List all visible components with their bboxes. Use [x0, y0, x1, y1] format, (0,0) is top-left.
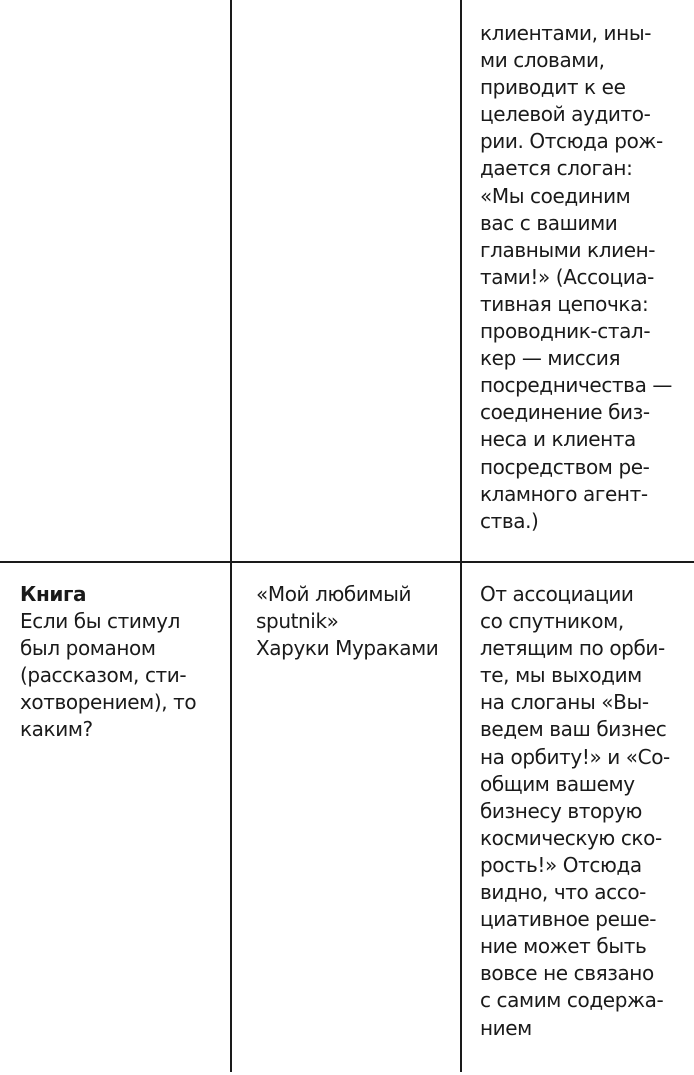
stimulus-cell	[0, 0, 231, 562]
association-cell	[231, 0, 461, 562]
text-line: каким?	[20, 717, 93, 742]
text-line: космическую ско-	[480, 825, 662, 850]
text-line: Если бы стимул	[20, 609, 181, 634]
text-line: те, мы выходим	[480, 663, 642, 688]
text-line: тами!» (Ассоциа-	[480, 264, 655, 289]
text-line: (рассказом, сти-	[20, 663, 187, 688]
cell-text	[462, 563, 694, 1042]
text-line: целевой аудито-	[480, 102, 651, 127]
text-line: хотворением), то	[20, 690, 197, 715]
text-line: циативное реше-	[480, 907, 657, 932]
table-row	[0, 562, 694, 1072]
text-line: sputnik»	[256, 609, 339, 634]
text-line: тивная цепочка:	[480, 291, 649, 316]
text-line: был романом	[20, 636, 156, 661]
text-line: «Мы соединим	[480, 183, 631, 208]
text-line: приводит к ее	[480, 75, 626, 100]
text-line: проводник-стал-	[480, 319, 651, 344]
cell-text	[0, 563, 230, 744]
text-line: нием	[480, 1015, 532, 1040]
text-line: клиентами, ины-	[480, 21, 652, 45]
text-line: летящим по орби-	[480, 636, 665, 661]
text-line: ние может быть	[480, 934, 647, 959]
explanation-cell	[461, 0, 694, 562]
text-line: вас с вашими	[480, 210, 618, 235]
text-line: От ассоциации	[480, 582, 634, 606]
text-line: со спутником,	[480, 609, 624, 634]
text-line: вовсе не связано	[480, 961, 654, 986]
text-line: с самим содержа-	[480, 988, 664, 1013]
cell-text	[232, 563, 460, 662]
text-line: общим вашему	[480, 771, 635, 796]
text-line: кламного агент-	[480, 481, 648, 506]
text-line: на орбиту!» и «Со-	[480, 744, 670, 769]
text-line: Харуки Мураками	[256, 636, 439, 661]
text-line: ведем ваш бизнес	[480, 717, 667, 742]
text-line: дается слоган:	[480, 156, 633, 181]
association-cell	[231, 562, 461, 1072]
cell-text	[0, 0, 230, 20]
text-line: кер — миссия	[480, 346, 621, 371]
text-line: посредством ре-	[480, 454, 650, 479]
text-line: «Мой любимый	[256, 582, 412, 606]
text-line: рии. Отсюда рож-	[480, 129, 663, 154]
text-line: ми словами,	[480, 48, 605, 73]
text-line: неса и клиента	[480, 427, 636, 452]
cell-text	[462, 0, 694, 535]
text-line: рость!» Отсюда	[480, 852, 642, 877]
stimulus-heading: Книга	[20, 582, 87, 606]
cell-text	[232, 0, 460, 20]
stimulus-cell	[0, 562, 231, 1072]
text-line: посредничества —	[480, 373, 672, 398]
text-line: главными клиен-	[480, 237, 656, 262]
text-line: видно, что ассо-	[480, 880, 647, 905]
text-line: на слоганы «Вы-	[480, 690, 649, 715]
explanation-cell	[461, 562, 694, 1072]
text-line: ства.)	[480, 508, 539, 533]
text-line: бизнесу вторую	[480, 798, 642, 823]
text-line: соединение биз-	[480, 400, 650, 425]
